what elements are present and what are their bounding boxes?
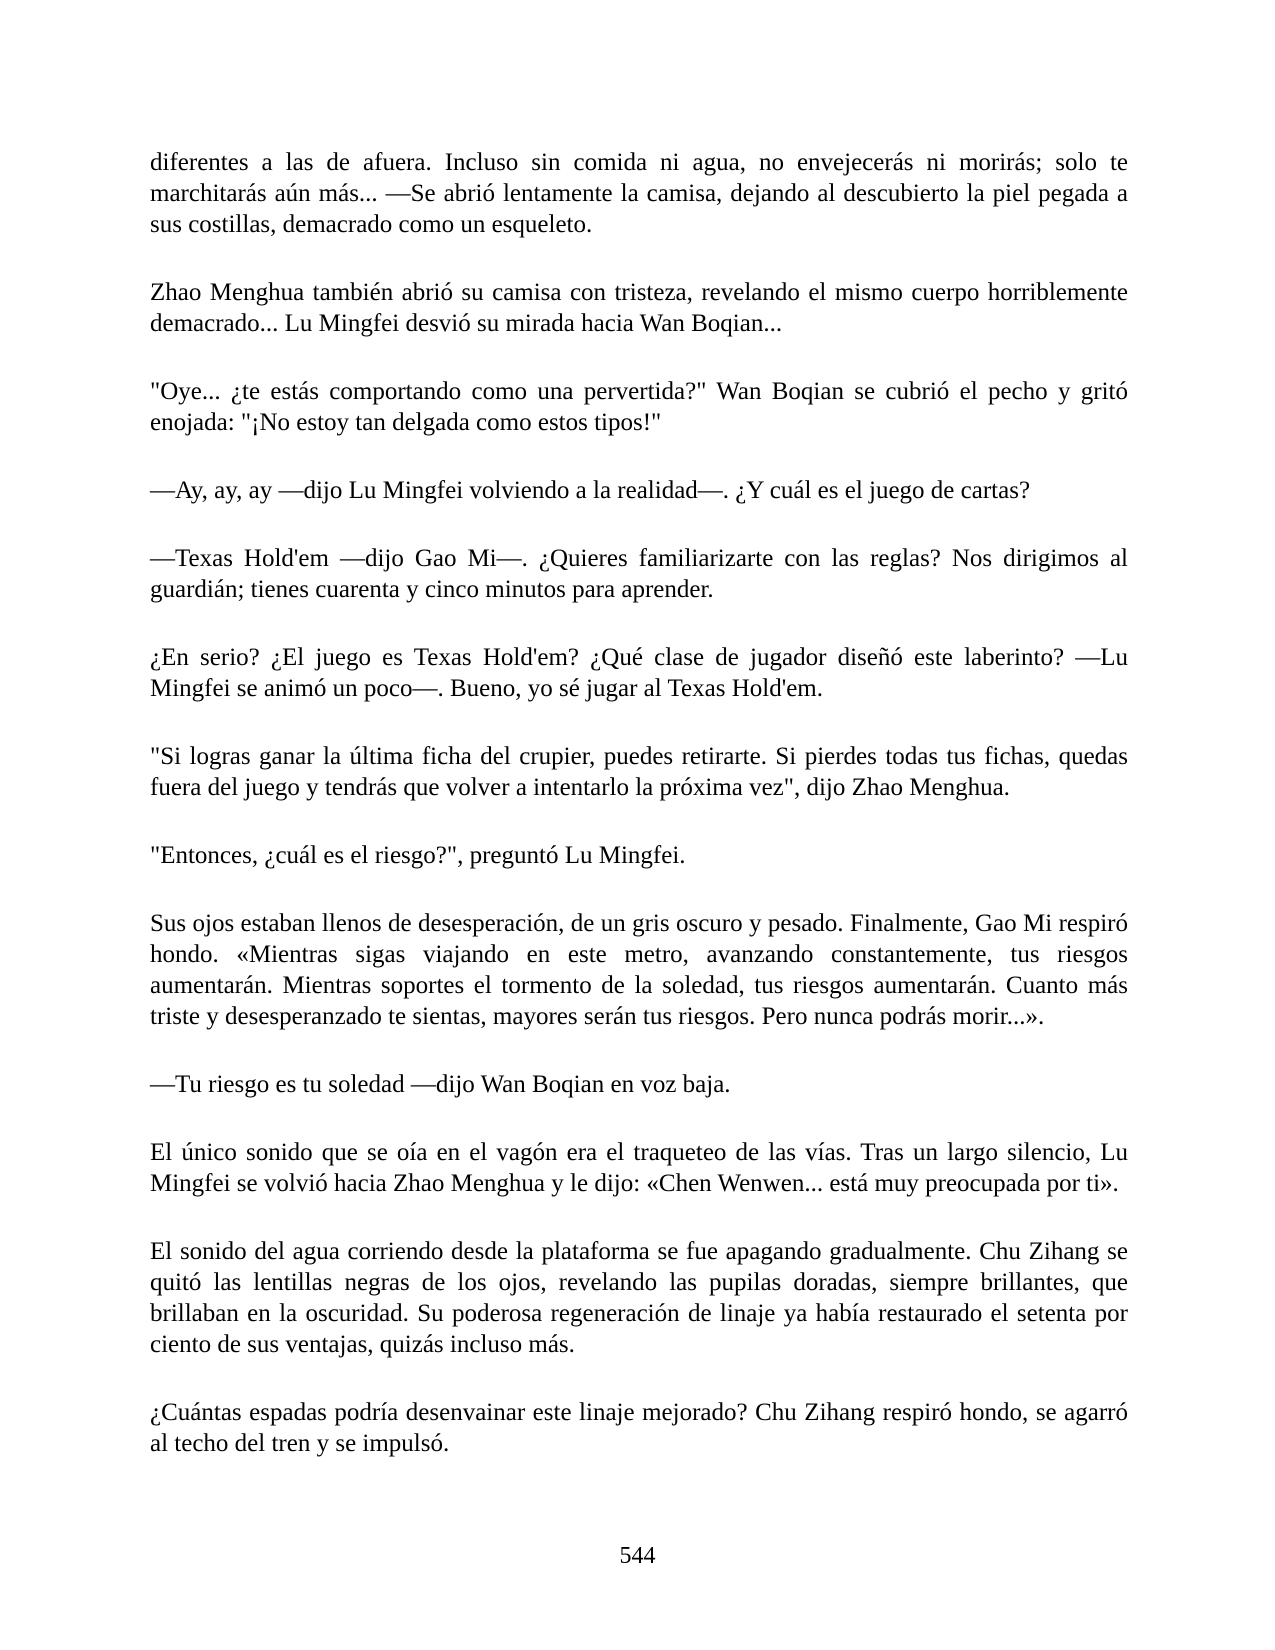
paragraph: El único sonido que se oía en el vagón era el traqueteo de las vías. Tras un largo silencio, Lu Mingfei se volvió hacia Zhao Menghua y le dijo: «Chen Wenwen... está muy preocupada por ti».: [150, 1139, 1128, 1197]
paragraph: diferentes a las de afuera. Incluso sin comida ni agua, no envejecerás ni morirás; solo te marchitarás aún más... —Se abrió lentamente la camisa, dejando al descubierto la piel pegada a sus costillas, demacrado como un esqueleto.: [150, 149, 1128, 238]
paragraph: "Oye... ¿te estás comportando como una pervertida?" Wan Boqian se cubrió el pecho y gritó enojada: "¡No estoy tan delgada como estos tipos!": [150, 378, 1128, 436]
paragraph: ¿Cuántas espadas podría desenvainar este linaje mejorado? Chu Zihang respiró hondo, se agarró al techo del tren y se impulsó.: [150, 1399, 1128, 1457]
text-body: [150, 147, 1128, 1459]
paragraph: "Si logras ganar la última ficha del crupier, puedes retirarte. Si pierdes todas tus fichas, quedas fuera del juego y tendrás que volver a intentarlo la próxima vez", dijo Zhao Menghua.: [150, 743, 1128, 801]
paragraph: —Ay, ay, ay —dijo Lu Mingfei volviendo a la realidad—. ¿Y cuál es el juego de cartas?: [150, 477, 1031, 504]
paragraph: "Entonces, ¿cuál es el riesgo?", preguntó Lu Mingfei.: [150, 842, 686, 869]
page-number: 544: [619, 1543, 656, 1569]
paragraph: —Tu riesgo es tu soledad —dijo Wan Boqian en voz baja.: [150, 1071, 731, 1098]
paragraph: El sonido del agua corriendo desde la plataforma se fue apagando gradualmente. Chu Zihang se quitó las lentillas negras de los ojos, revelando las pupilas doradas, siempre brillantes, que brillaban en la oscuridad. Su poderosa regeneración de linaje ya había restaurado el setenta por ciento de sus ventajas, quizás incluso más.: [150, 1238, 1128, 1358]
paragraph: —Texas Hold'em —dijo Gao Mi—. ¿Quieres familiarizarte con las reglas? Nos dirigimos al guardián; tienes cuarenta y cinco minutos para aprender.: [150, 545, 1128, 603]
paragraph: Sus ojos estaban llenos de desesperación, de un gris oscuro y pesado. Finalmente, Gao Mi respiró hondo. «Mientras sigas viajando en este metro, avanzando constantemente, tus riesgos aumentarán. Mientras soportes el tormento de la soledad, tus riesgos aumentarán. Cuanto más triste y desesperanzado te sientas, mayores serán tus riesgos. Pero nunca podrás morir...».: [150, 910, 1128, 1030]
paragraph: Zhao Menghua también abrió su camisa con tristeza, revelando el mismo cuerpo horriblemente demacrado... Lu Mingfei desvió su mirada hacia Wan Boqian...: [150, 279, 1128, 337]
paragraph: ¿En serio? ¿El juego es Texas Hold'em? ¿Qué clase de jugador diseñó este laberinto? —Lu Mingfei se animó un poco—. Bueno, yo sé jugar al Texas Hold'em.: [150, 644, 1128, 702]
